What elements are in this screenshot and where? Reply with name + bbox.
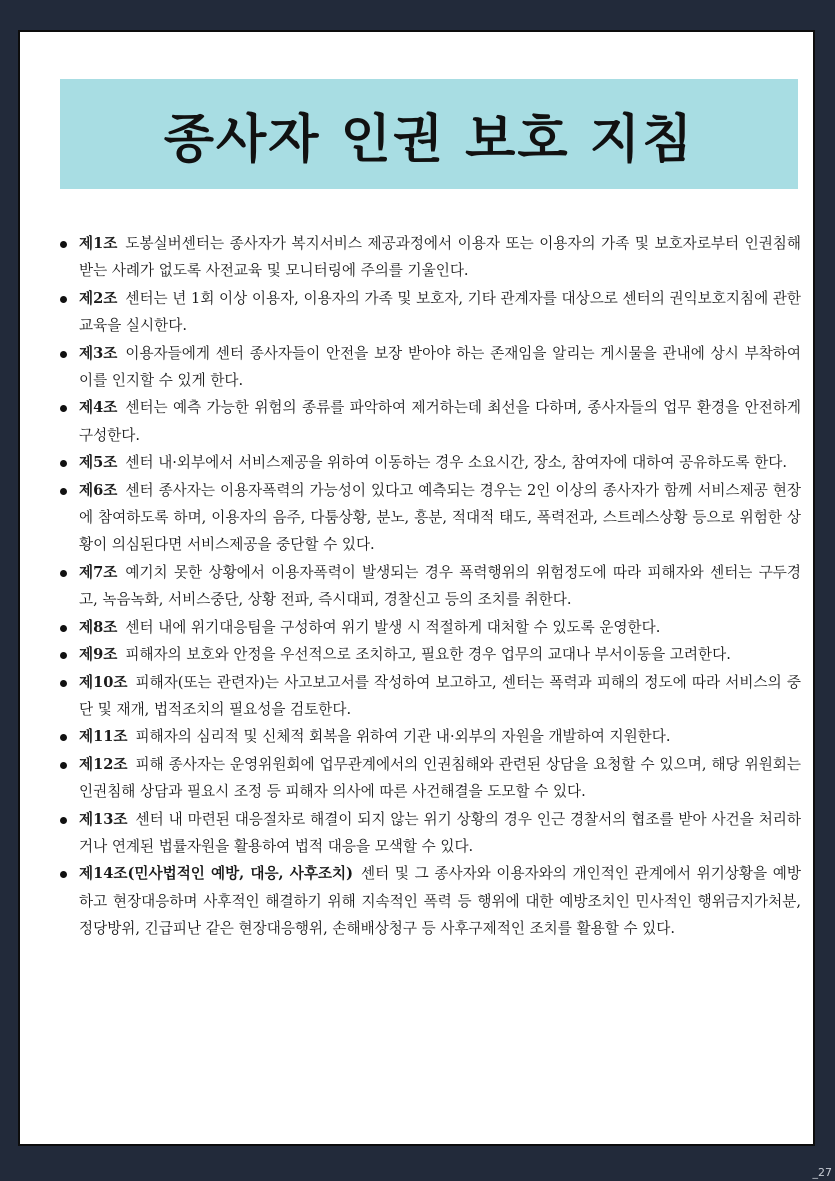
- article-text: 도봉실버센터는 종사자가 복지서비스 제공과정에서 이용자 또는 이용자의 가족 및 보호자로부터 인권침해 받는 사례가 없도록 사전교육 및 모니터링에 주의를 기울인다.: [79, 235, 801, 280]
- article-item: [56, 860, 801, 942]
- article-text: 센터 종사자는 이용자폭력의 가능성이 있다고 예측되는 경우는 2인 이상의 종사자가 함께 서비스제공 현장에 참여하도록 하며, 이용자의 음주, 다툼상황, 분노, 흥분, 적대적 태도, 폭력전과, 스트레스상황 등으로 위험한 상황이 의심된다면 서비스제공을 중단할 수 있다.: [79, 481, 801, 554]
- article-item: [56, 559, 801, 614]
- bullet-icon: [60, 241, 67, 248]
- bullet-icon: [60, 652, 67, 659]
- article-text: 피해 종사자는 운영위원회에 업무관계에서의 인권침해와 관련된 상담을 요청할 수 있으며, 해당 위원회는 인권침해 상담과 필요시 조정 등 피해자 의사에 따른 사건해결을 도모할 수 있다.: [79, 755, 801, 801]
- article-text: 센터 내에 위기대응팀을 구성하여 위기 발생 시 적절하게 대처할 수 있도록 운영한다.: [125, 618, 661, 636]
- bullet-icon: [60, 817, 67, 824]
- page-title: 종사자 인권 보호 지침: [163, 109, 695, 170]
- bullet-icon: [60, 871, 67, 878]
- article-number: 제6조: [79, 481, 118, 499]
- article-number: 제10조: [79, 673, 128, 691]
- article-item: [56, 641, 801, 668]
- bullet-icon: [60, 405, 67, 412]
- bullet-icon: [60, 488, 67, 495]
- article-text: 센터는 년 1회 이상 이용자, 이용자의 가족 및 보호자, 기타 관계자를 대상으로 센터의 권익보호지침에 관한 교육을 실시한다.: [79, 289, 802, 335]
- article-number: 제9조: [79, 646, 118, 664]
- article-item: [56, 285, 801, 340]
- article-number: 제12조: [79, 755, 128, 773]
- article-number: 제4조: [79, 399, 118, 417]
- article-number: 제2조: [79, 289, 118, 307]
- bullet-icon: [60, 625, 67, 632]
- article-text: 이용자들에게 센터 종사자들이 안전을 보장 받아야 하는 존재임을 알리는 게시물을 관내에 상시 부착하여 이를 인지할 수 있게 한다.: [79, 344, 801, 390]
- bullet-icon: [60, 351, 67, 358]
- article-text: 센터 및 그 종사자와 이용자와의 개인적인 관계에서 위기상황을 예방하고 현장대응하며 사후적인 해결하기 위해 지속적인 폭력 등 행위에 대한 예방조치인 민사적인 행위금지가처분, 정당방위, 긴급피난 같은 현장대응행위, 손해배상청구 등 사후구제적인 조치를 활용할 수 있다.: [79, 865, 801, 938]
- bullet-icon: [60, 762, 67, 769]
- article-number: 제14조(민사법적인 예방, 대응, 사후조치): [79, 865, 354, 883]
- article-text: 피해자의 보호와 안정을 우선적으로 조치하고, 필요한 경우 업무의 교대나 부서이동을 고려한다.: [125, 646, 731, 664]
- bullet-icon: [60, 680, 67, 687]
- article-item: [56, 806, 801, 861]
- article-item: [56, 230, 801, 285]
- article-item: [56, 477, 801, 559]
- page-number: _27: [812, 1166, 832, 1179]
- article-item: [56, 614, 801, 641]
- article-number: 제8조: [79, 618, 118, 636]
- article-item: [56, 394, 801, 449]
- article-number: 제7조: [79, 563, 118, 581]
- document-page: [18, 30, 815, 1146]
- article-item: [56, 669, 801, 724]
- article-number: 제1조: [79, 235, 118, 252]
- article-number: 제11조: [79, 728, 128, 746]
- article-text: 피해자의 심리적 및 신체적 회복을 위하여 기관 내·외부의 자원을 개발하여 지원한다.: [135, 728, 671, 746]
- title-band: [60, 79, 798, 189]
- article-number: 제5조: [79, 454, 118, 472]
- bullet-icon: [60, 460, 67, 467]
- article-item: [56, 751, 801, 806]
- article-text: 예기치 못한 상황에서 이용자폭력이 발생되는 경우 폭력행위의 위험정도에 따라 피해자와 센터는 구두경고, 녹음녹화, 서비스중단, 상황 전파, 즉시대피, 경찰신고 등의 조치를 취한다.: [79, 563, 801, 609]
- article-item: [56, 723, 801, 750]
- article-text: 피해자(또는 관련자)는 사고보고서를 작성하여 보고하고, 센터는 폭력과 피해의 정도에 따라 서비스의 중단 및 재개, 법적조치의 필요성을 검토한다.: [79, 673, 801, 718]
- bullet-icon: [60, 570, 67, 577]
- article-number: 제3조: [79, 344, 118, 362]
- article-list: [56, 230, 801, 943]
- bullet-icon: [60, 734, 67, 741]
- article-text: 센터 내·외부에서 서비스제공을 위하여 이동하는 경우 소요시간, 장소, 참여자에 대하여 공유하도록 한다.: [125, 454, 788, 472]
- bullet-icon: [60, 296, 67, 303]
- article-number: 제13조: [79, 810, 128, 828]
- article-item: [56, 340, 801, 395]
- article-text: 센터는 예측 가능한 위험의 종류를 파악하여 제거하는데 최선을 다하며, 종사자들의 업무 환경을 안전하게 구성한다.: [79, 399, 801, 444]
- article-text: 센터 내 마련된 대응절차로 해결이 되지 않는 위기 상황의 경우 인근 경찰서의 협조를 받아 사건을 처리하거나 연계된 법률자원을 활용하여 법적 대응을 모색할 수 있다.: [79, 810, 801, 855]
- article-item: [56, 449, 801, 476]
